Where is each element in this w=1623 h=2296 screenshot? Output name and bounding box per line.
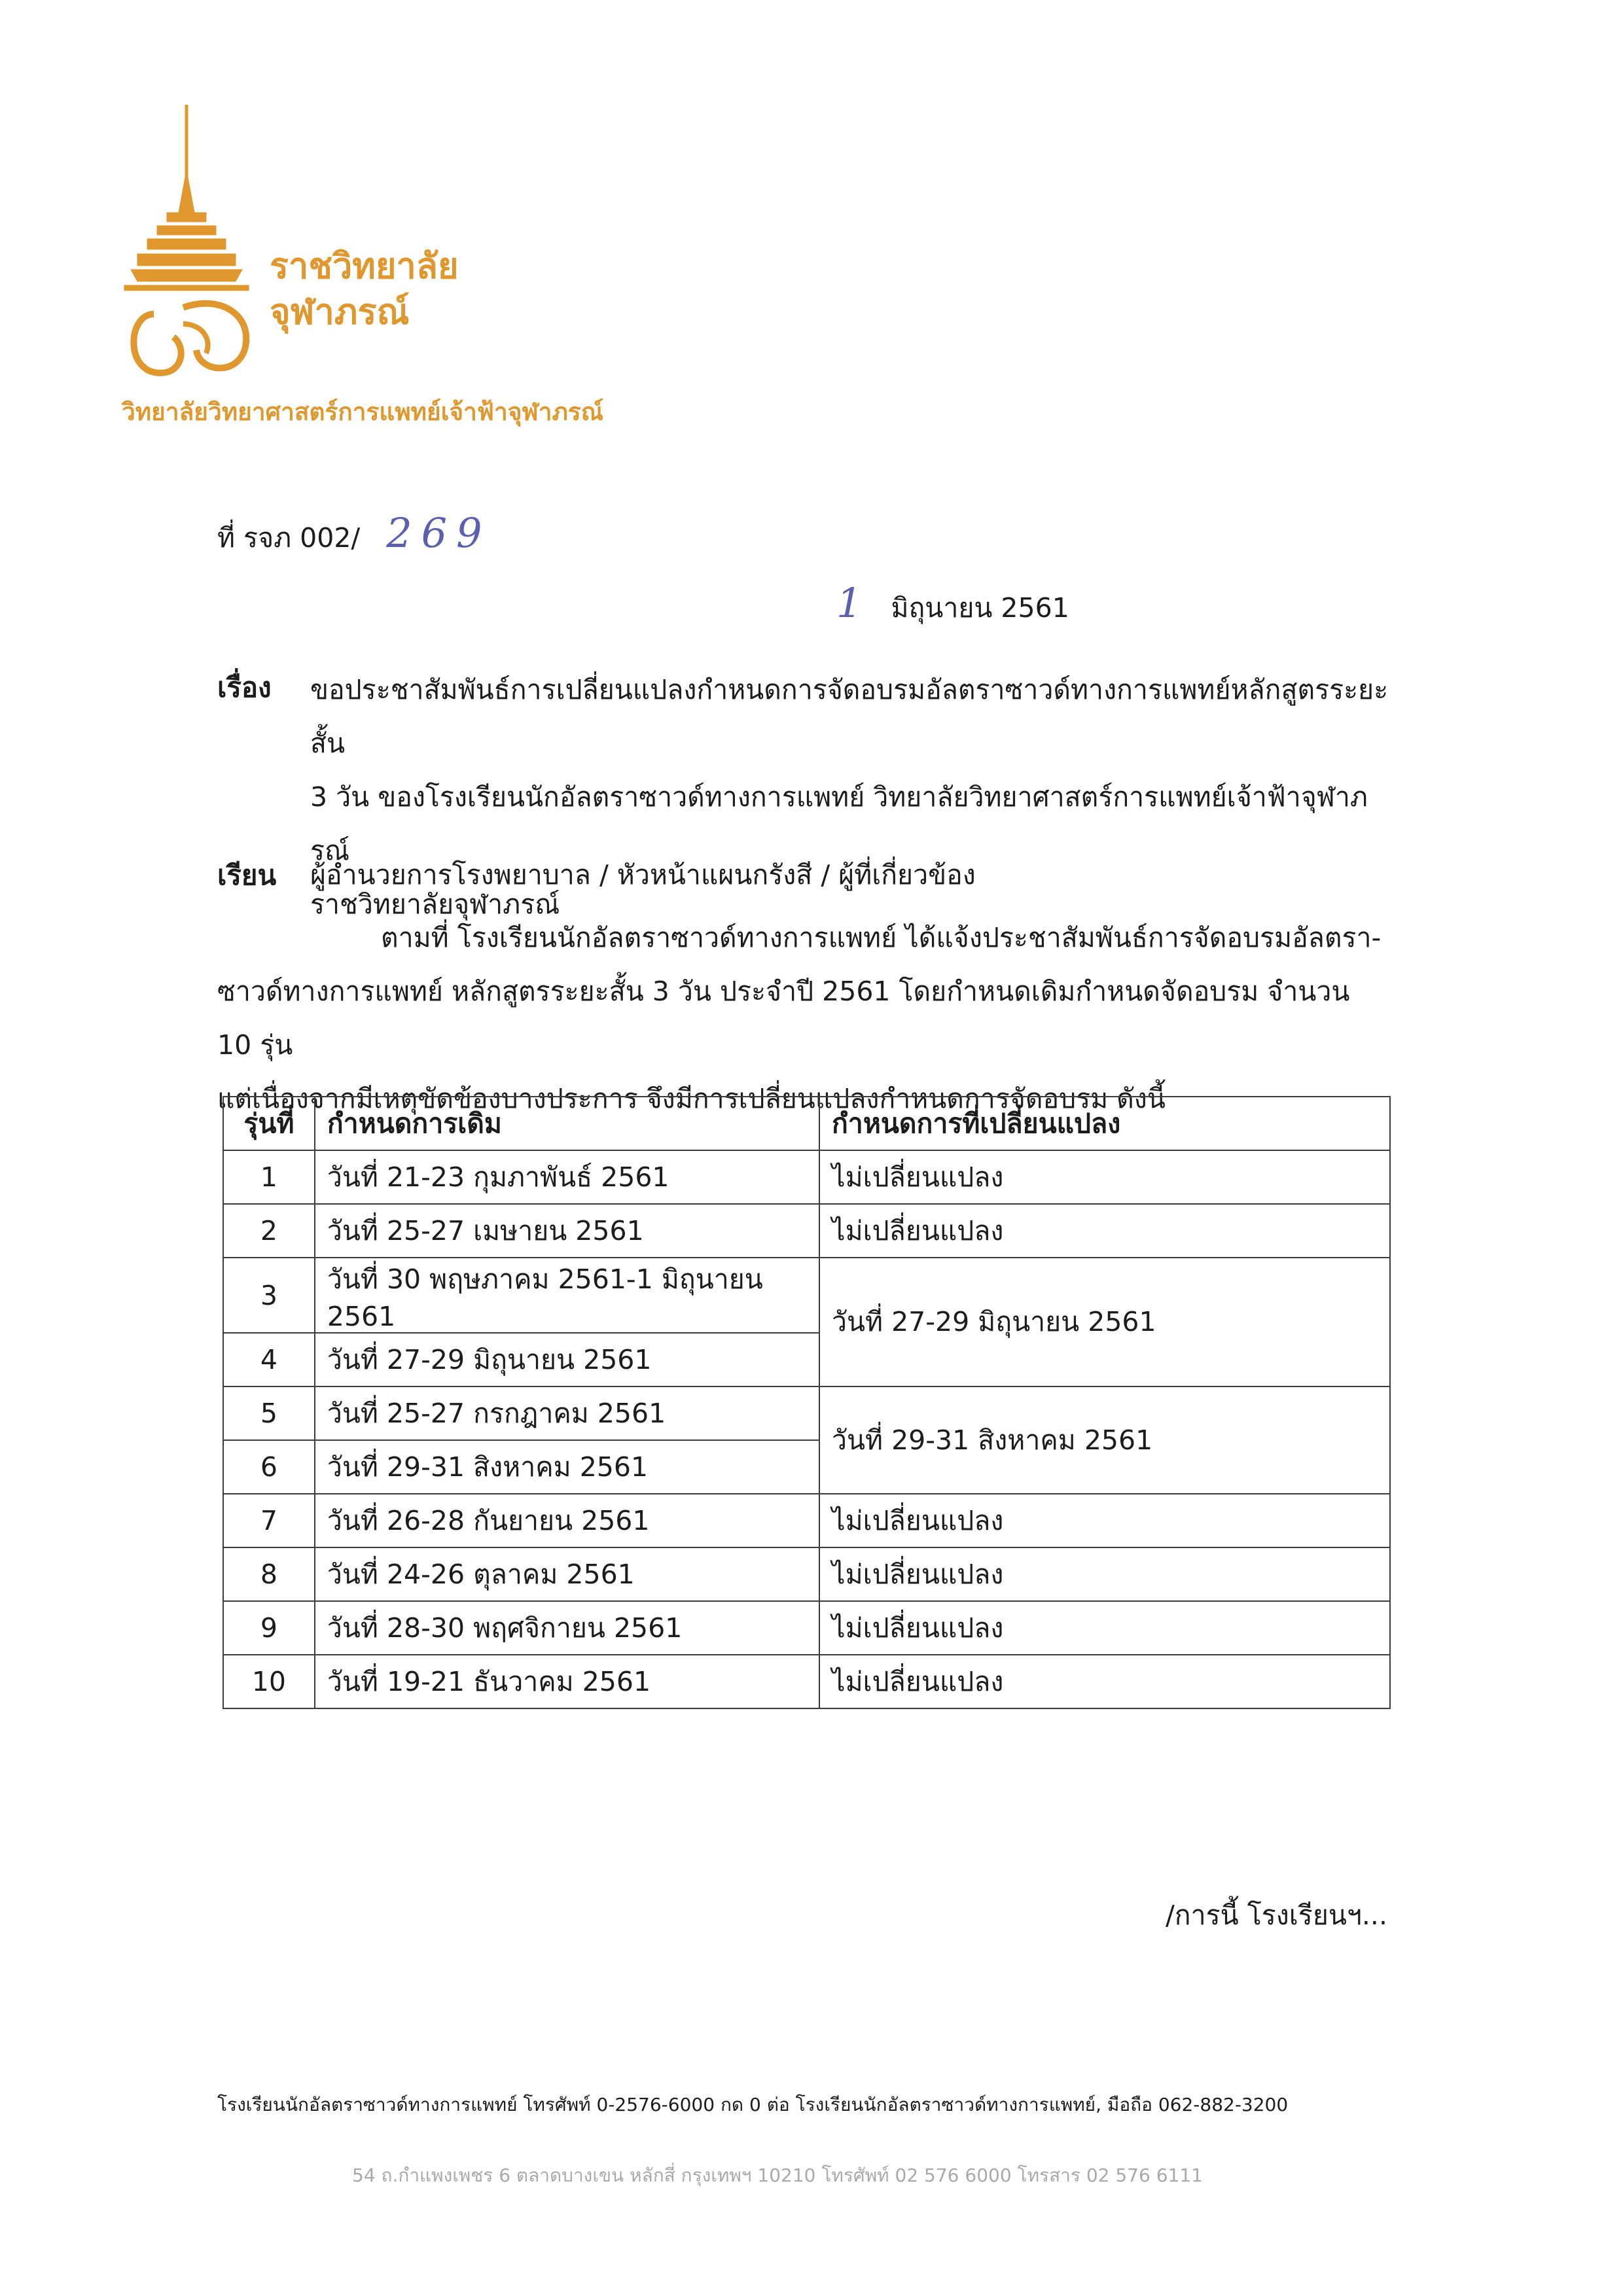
- changed-date: ไม่เปลี่ยนแปลง: [819, 1494, 1390, 1547]
- table-row: [223, 1386, 1390, 1440]
- subject-line: ขอประชาสัมพันธ์การเปลี่ยนแปลงกำหนดการจัดอบรมอัลตราซาวด์ทางการแพทย์หลักสูตรระยะสั้น: [310, 674, 1389, 759]
- table-row: [223, 1204, 1390, 1258]
- original-date: วันที่ 28-30 พฤศจิกายน 2561: [315, 1601, 819, 1655]
- changed-date: วันที่ 27-29 มิถุนายน 2561: [819, 1258, 1390, 1386]
- college-subtitle: วิทยาลัยวิทยาศาสตร์การแพทย์เจ้าฟ้าจุฬาภรณ์: [122, 398, 604, 426]
- header-original-schedule: กำหนดการเดิม: [315, 1097, 819, 1150]
- college-logo: [121, 98, 272, 380]
- college-name-line2: จุฬาภรณ์: [270, 291, 410, 332]
- changed-date: ไม่เปลี่ยนแปลง: [819, 1204, 1390, 1258]
- batch-number: 3: [223, 1258, 315, 1333]
- original-date: วันที่ 21-23 กุมภาพันธ์ 2561: [315, 1150, 819, 1204]
- original-date: วันที่ 30 พฤษภาคม 2561-1 มิถุนายน 2561: [315, 1258, 819, 1333]
- header-changed-schedule: กำหนดการที่เปลี่ยนแปลง: [819, 1097, 1390, 1150]
- original-date: วันที่ 19-21 ธันวาคม 2561: [315, 1655, 819, 1708]
- original-date: วันที่ 27-29 มิถุนายน 2561: [315, 1333, 819, 1386]
- table-row: [223, 1547, 1390, 1601]
- college-name: [270, 243, 459, 335]
- original-date: วันที่ 25-27 เมษายน 2561: [315, 1204, 819, 1258]
- batch-number: 6: [223, 1440, 315, 1494]
- changed-date: วันที่ 29-31 สิงหาคม 2561: [819, 1386, 1390, 1494]
- batch-number: 10: [223, 1655, 315, 1708]
- batch-number: 4: [223, 1333, 315, 1386]
- subject-line: ราชวิทยาลัยจุฬาภรณ์: [310, 889, 560, 920]
- batch-number: 1: [223, 1150, 315, 1204]
- original-date: วันที่ 24-26 ตุลาคม 2561: [315, 1547, 819, 1601]
- changed-date: ไม่เปลี่ยนแปลง: [819, 1150, 1390, 1204]
- handwritten-number: 269: [386, 509, 491, 557]
- body-line: ซาวด์ทางการแพทย์ หลักสูตรระยะสั้น 3 วัน ประจำปี 2561 โดยกำหนดเดิมกำหนดจัดอบรม จำนวน 10 รุ่น: [217, 976, 1350, 1061]
- body-paragraph: [217, 911, 1389, 1125]
- document-date: [836, 579, 1069, 629]
- footer-address: 54 ถ.กำแพงเพชร 6 ตลาดบางเขน หลักสี่ กรุงเทพฯ 10210 โทรศัพท์ 02 576 6000 โทรสาร 02 576 6111: [352, 2164, 1203, 2186]
- table-row: [223, 1601, 1390, 1655]
- batch-number: 2: [223, 1204, 315, 1258]
- salutation-text: ผู้อำนวยการโรงพยาบาล / หัวหน้าแผนกรังสี / ผู้ที่เกี่ยวข้อง: [310, 859, 976, 891]
- batch-number: 8: [223, 1547, 315, 1601]
- batch-number: 9: [223, 1601, 315, 1655]
- footer-contact: โรงเรียนนักอัลตราซาวด์ทางการแพทย์ โทรศัพท์ 0-2576-6000 กด 0 ต่อ โรงเรียนนักอัลตราซาวด์ทางการแพทย์, มือถือ 062-882-3200: [217, 2094, 1289, 2115]
- subject-label: เรื่อง: [217, 671, 272, 703]
- batch-number: 5: [223, 1386, 315, 1440]
- date-month-year: มิถุนายน 2561: [891, 592, 1069, 624]
- college-name-line1: ราชวิทยาลัย: [270, 245, 459, 287]
- handwritten-day: 1: [836, 579, 863, 627]
- table-row: [223, 1258, 1390, 1333]
- continuation-marker: /การนี้ โรงเรียนฯ...: [1165, 1899, 1387, 1931]
- changed-date: ไม่เปลี่ยนแปลง: [819, 1601, 1390, 1655]
- document-number: [217, 509, 491, 559]
- table-row: [223, 1494, 1390, 1547]
- changed-date: ไม่เปลี่ยนแปลง: [819, 1655, 1390, 1708]
- batch-number: 7: [223, 1494, 315, 1547]
- changed-date: ไม่เปลี่ยนแปลง: [819, 1547, 1390, 1601]
- body-line: ตามที่ โรงเรียนนักอัลตราซาวด์ทางการแพทย์ ได้แจ้งประชาสัมพันธ์การจัดอบรมอัลตรา-: [381, 922, 1382, 953]
- original-date: วันที่ 29-31 สิงหาคม 2561: [315, 1440, 819, 1494]
- document-number-prefix: ที่ รจภ 002/: [217, 522, 361, 554]
- table-header-row: [223, 1097, 1390, 1150]
- original-date: วันที่ 25-27 กรกฎาคม 2561: [315, 1386, 819, 1440]
- table-row: [223, 1150, 1390, 1204]
- table-row: [223, 1655, 1390, 1708]
- header-batch: รุ่นที่: [223, 1097, 315, 1150]
- subject-line: 3 วัน ของโรงเรียนนักอัลตราซาวด์ทางการแพทย์ วิทยาลัยวิทยาศาสตร์การแพทย์เจ้าฟ้าจุฬาภรณ์: [310, 781, 1368, 866]
- schedule-table: [223, 1096, 1391, 1709]
- body-line: แต่เนื่องจากมีเหตุขัดข้องบางประการ จึงมีการเปลี่ยนแปลงกำหนดการจัดอบรม ดังนี้: [217, 1083, 1166, 1114]
- salutation-label: เรียน: [217, 859, 277, 891]
- original-date: วันที่ 26-28 กันยายน 2561: [315, 1494, 819, 1547]
